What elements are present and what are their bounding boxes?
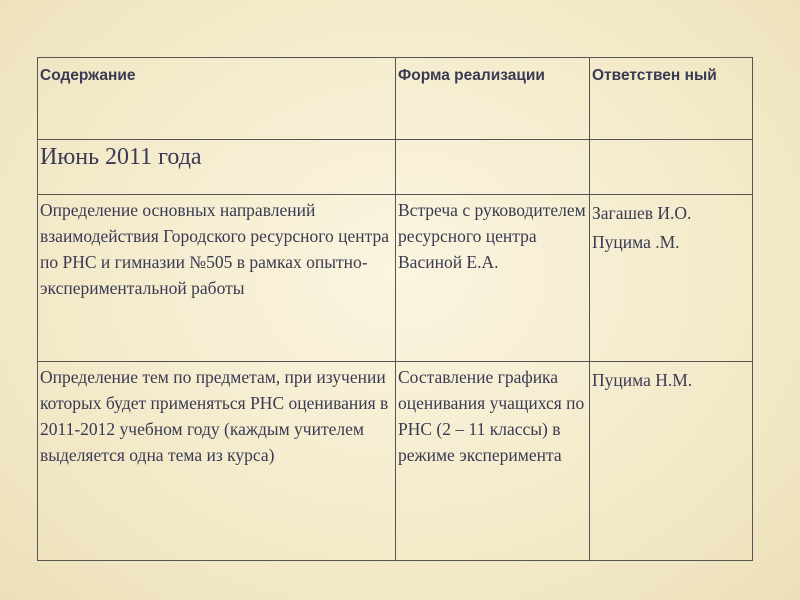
table-row — [38, 195, 753, 362]
header-content: Содержание — [40, 67, 136, 84]
plan-table — [37, 57, 753, 561]
responsible-person: Пуцима .М. — [592, 232, 680, 252]
header-content-cell — [38, 58, 396, 140]
header-responsible-cell — [590, 58, 753, 140]
form-cell — [396, 195, 590, 362]
header-form-cell — [396, 58, 590, 140]
table-row — [38, 362, 753, 561]
responsible-person: Пуцима Н.М. — [592, 370, 693, 390]
month-cell — [38, 140, 396, 195]
header-form: Форма реализации — [398, 67, 545, 84]
month-row — [38, 140, 753, 195]
form-text: Встреча с руководителем ресурсного центра Васиной Е.А. — [398, 200, 586, 272]
table-header-row — [38, 58, 753, 140]
month-label: Июнь 2011 года — [40, 144, 202, 170]
form-text: Составление графика оценивания учащихся по РНС (2 – 11 классы) в режиме эксперимента — [398, 367, 585, 465]
month-empty-cell — [396, 140, 590, 195]
content-cell — [38, 195, 396, 362]
responsible-cell — [590, 362, 753, 561]
month-empty-cell — [590, 140, 753, 195]
responsible-person: Загашев И.О. — [592, 203, 692, 223]
form-cell — [396, 362, 590, 561]
content-cell — [38, 362, 396, 561]
header-responsible: Ответствен ный — [592, 67, 717, 84]
responsible-cell — [590, 195, 753, 362]
content-text: Определение тем по предметам, при изучении которых будет применяться РНС оценивания в 2011-2012 учебном году (каждым учителем выделяется одна тема из курса) — [40, 367, 389, 465]
content-text: Определение основных направлений взаимодействия Городского ресурсного центра по РНС и гимназии №505 в рамках опытно-экспериментальной работы — [40, 200, 389, 298]
